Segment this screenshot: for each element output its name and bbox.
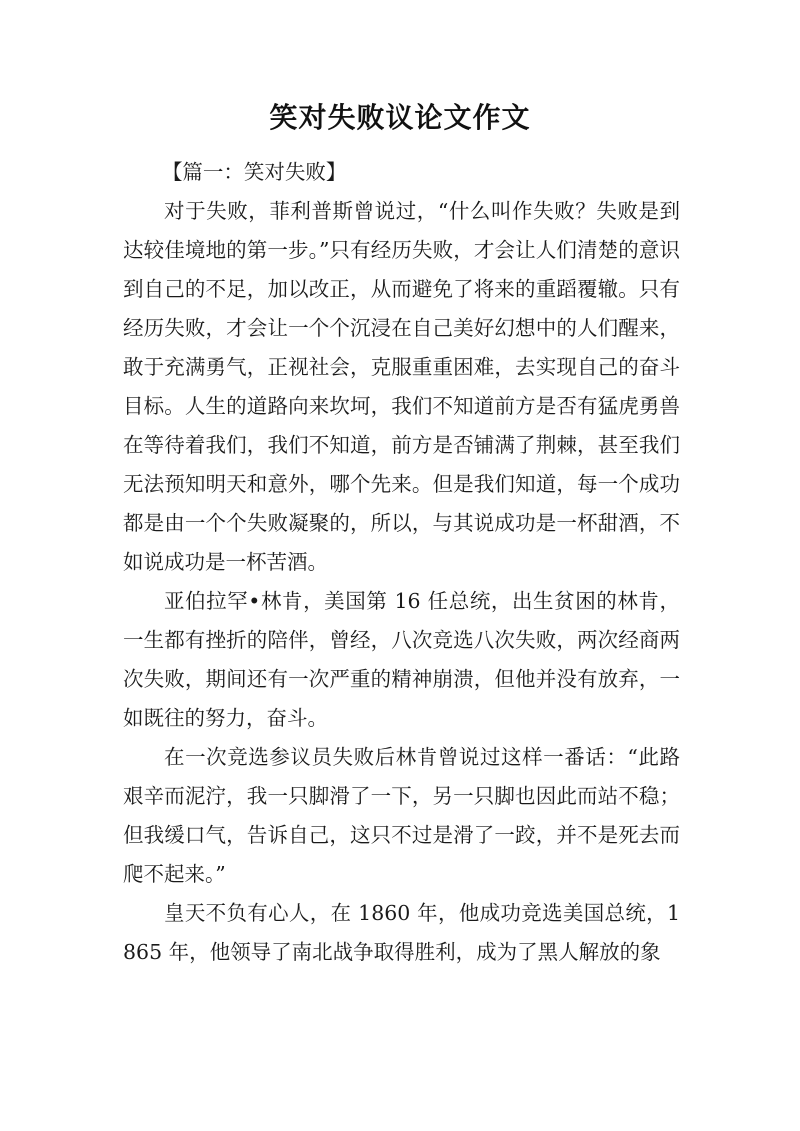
document-body [123,153,680,972]
paragraph-4: 皇天不负有心人，在 1860 年，他成功竞选美国总统，1865 年，他领导了南北战争取得胜利，成为了黑人解放的象 [123,901,680,964]
paragraph-1: 对于失败，菲利普斯曾说过，“什么叫作失败？失败是到达较佳境地的第一步。”只有经历失败，才会让人们清楚的意识到自己的不足，加以改正，从而避免了将来的重蹈覆辙。只有经历失败，才会让一个个沉浸在自己美好幻想中的人们醒来，敢于充满勇气，正视社会，克服重重困难，去实现自己的奋斗目标。人生的道路向来坎坷，我们不知道前方是否有猛虎勇兽在等待着我们，我们不知道，前方是否铺满了荆棘，甚至我们无法预知明天和意外，哪个先来。但是我们知道，每一个成功都是由一个个失败凝聚的，所以，与其说成功是一杯甜酒，不如说成功是一杯苦酒。 [123,199,680,574]
paragraph-3: 在一次竞选参议员失败后林肯曾说过这样一番话：“此路艰辛而泥泞，我一只脚滑了一下，另一只脚也因此而站不稳；但我缓口气，告诉自己，这只不过是滑了一跤，并不是死去而爬不起来。” [123,745,680,886]
paragraph-2: 亚伯拉罕•林肯，美国第 16 任总统，出生贫困的林肯，一生都有挫折的陪伴，曾经，八次竞选八次失败，两次经商两次失败，期间还有一次严重的精神崩溃，但他并没有放弃，一如既往的努力，奋斗。 [123,589,680,730]
section-heading: 【篇一：笑对失败】 [161,160,347,184]
document-title: 笑对失败议论文作文 [269,101,531,134]
